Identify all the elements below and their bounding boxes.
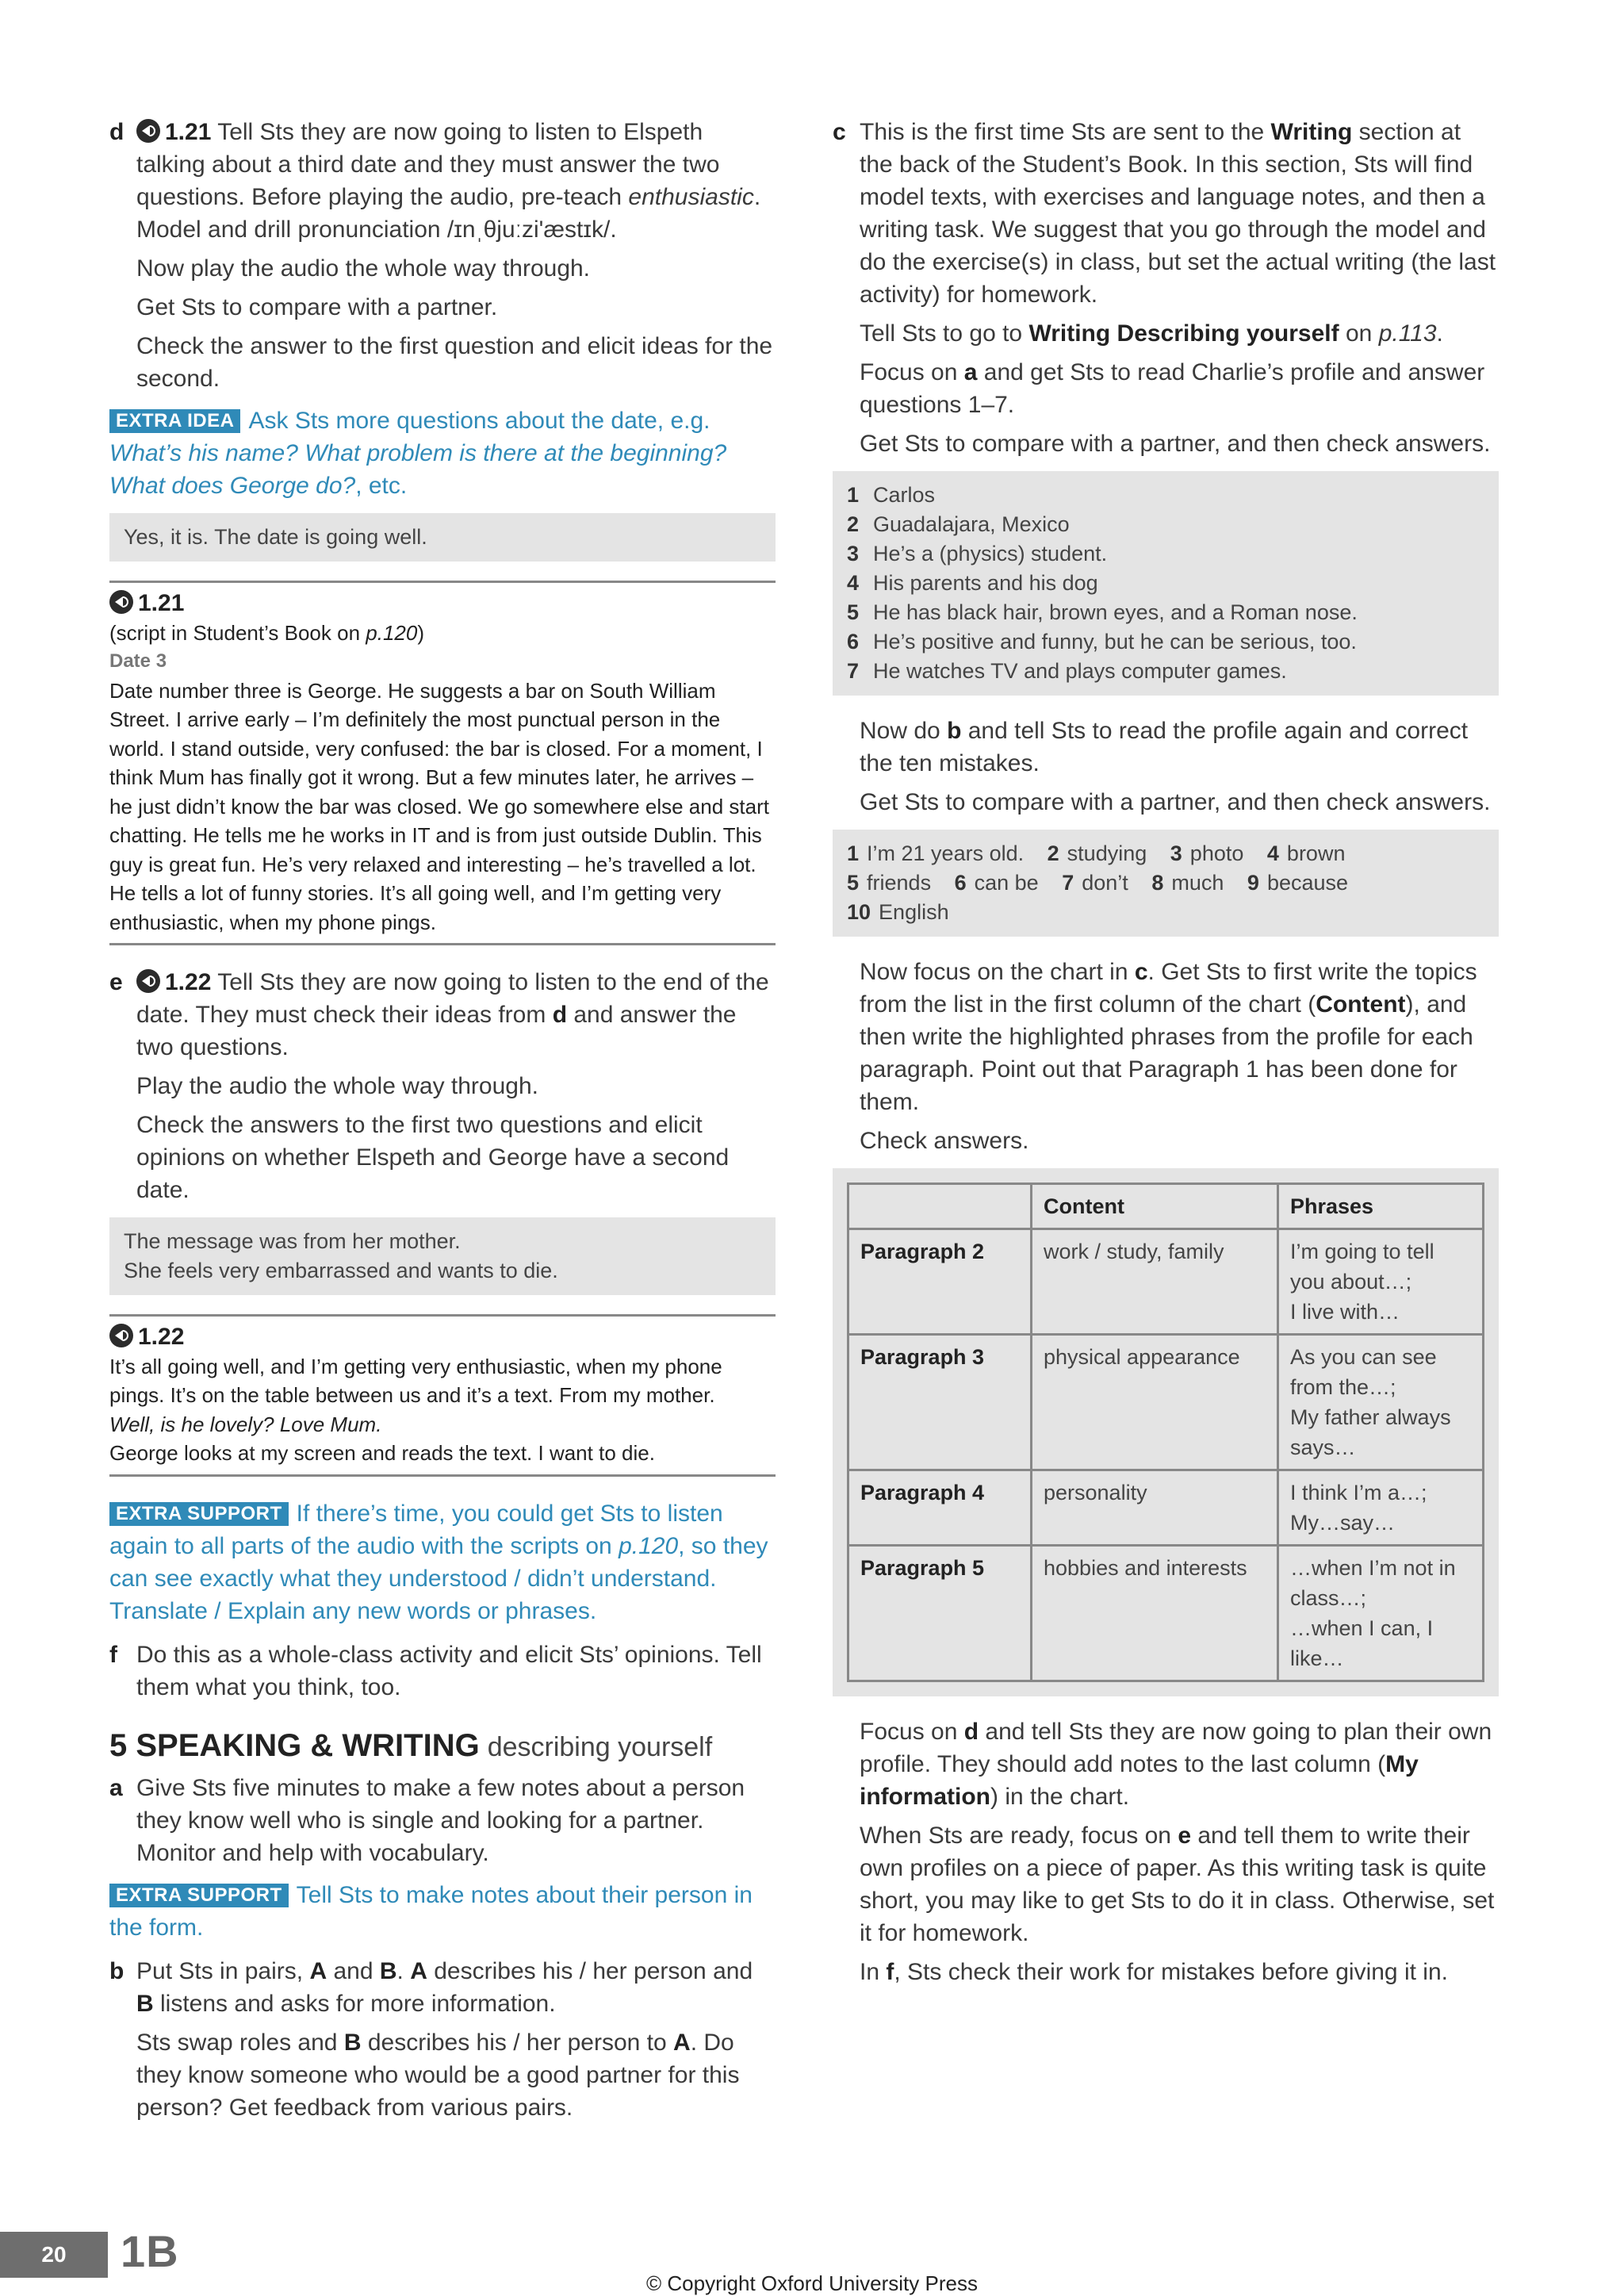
step-text: Give Sts five minutes to make a few notes about a person they know well who is single and looking for a partner. Monitor and help with vocabulary. [136,1774,745,1866]
instruction-paragraph [833,356,1499,421]
list-item [847,569,1484,598]
step-text-bold: d [552,1002,568,1028]
step-text: ), and then write the highlighted phrases from the profile for each paragraph. Point out that Paragraph 1 has been done for them. [860,991,1473,1115]
answer-box-a [833,471,1499,696]
step-text: and answer the two questions. [136,1002,737,1060]
answer-text: Guadalajara, Mexico [873,512,1070,536]
script-title: 1.21 [138,590,185,616]
audio-icon [136,969,160,993]
table-cell-content: work / study, family [1032,1229,1278,1335]
step-text-bold: Writing [1270,119,1353,145]
answer-text: don’t [1082,871,1128,895]
answer-text: friends [867,871,932,895]
step-text: and tell Sts to read the profile again and correct the ten mistakes. [860,718,1469,776]
table-row-header: Paragraph 5 [848,1546,1032,1681]
script-body-italic: Well, is he lovely? Love Mum. [109,1412,382,1436]
instruction-paragraph [833,1819,1499,1949]
step-text: . Model and drill pronunciation /ɪnˌθjuːzi'æstɪk/. [136,184,761,243]
answer-number: 3 [847,542,860,565]
step-e [109,966,776,1064]
table-cell-content: hobbies and interests [1032,1546,1278,1681]
step-text: When Sts are ready, focus on [860,1823,1171,1849]
answer-number: 2 [847,512,860,536]
answer-number: 9 [1247,871,1259,895]
answer-chart-box [833,1168,1499,1696]
tip-text: Ask Sts more questions about the date, e.g. [248,408,710,434]
table-header-cell [848,1184,1032,1229]
answer-number: 1 [847,841,860,865]
extra-support-tip [109,1497,776,1627]
table-cell-phrases [1278,1335,1484,1470]
step-text: Sts swap roles and [136,2029,338,2056]
answer-number: 7 [1062,871,1074,895]
table-header-cell: Content [1032,1184,1278,1229]
instruction-paragraph [833,956,1499,1118]
extra-support-badge: EXTRA SUPPORT [109,1502,289,1526]
answer-number: 10 [847,900,871,924]
step-text: Now focus on the chart in [860,959,1128,985]
answer-box-e [109,1217,776,1295]
answer-number: 5 [847,600,860,624]
table-cell-phrases [1278,1546,1484,1681]
table-row-header: Paragraph 2 [848,1229,1032,1335]
step-text: and tell them to write their own profiles on a piece of paper. As this writing task is quite short, you may like to get Sts to do it in class. Otherwise, set it for homework. [860,1823,1495,1946]
answer-text: English [879,900,949,924]
answer-text: brown [1286,841,1346,865]
audio-script-1-22 [109,1314,776,1477]
table-row-header: Paragraph 4 [848,1470,1032,1546]
list-item [847,510,1484,539]
answer-text: photo [1189,841,1244,865]
tip-text: Tell Sts to make notes about their person in the form. [109,1881,753,1941]
copyright-notice: © Copyright Oxford University Press [646,2271,978,2295]
table-row-header: Paragraph 3 [848,1335,1032,1470]
step-f [109,1639,776,1704]
script-reference-text: (script in Student’s Book on [109,620,361,645]
list-item [1267,841,1346,865]
step-text-bold: a [963,359,978,385]
step-text: . Do they know someone who would be a good partner for this person? Get feedback from various pairs. [136,2029,740,2121]
step-text: Tell Sts they are now going to listen to the end of the date. They must check their ideas from [136,969,769,1028]
step-b [109,1955,776,2020]
answer-number: 6 [954,871,967,895]
answer-line: The message was from her mother. [124,1229,461,1253]
step-text-bold: B [379,1957,397,1984]
answer-text: can be [974,871,1039,895]
table-row [848,1470,1484,1546]
table-row [848,1335,1484,1470]
answer-number: 8 [1151,871,1164,895]
step-text-bold: b [947,718,962,744]
script-reference-text: ) [417,620,425,645]
script-body: Date number three is George. He suggests a bar on South William Street. I arrive early – I’m definitely the most punctual person in the world. I stand outside, very confused: the bar is closed. For a moment, I think Mum has finally got it wrong. But a few minutes later, he arrives – he just didn’t know the bar was closed. We go somewhere else and start chatting. He tells me he works in IT and is from just outside Dublin. This guy is great fun. He’s very relaxed and interesting – he’s travelled a lot. He tells a lot of funny stories. It’s all going well, and I’m getting very enthusiastic, when my phone pings. [109,678,769,934]
step-text: describes his / her person and [434,1957,753,1984]
step-text: describes his / her person to [367,2029,667,2056]
step-text: , Sts check their work for mistakes before giving it in. [894,1959,1448,1985]
step-letter: d [109,119,124,145]
answer-text: He’s positive and funny, but he can be serious, too. [873,630,1357,654]
answer-text: His parents and his dog [873,571,1098,595]
table-header-cell: Phrases [1278,1184,1484,1229]
phrase: My father always says… [1290,1405,1451,1459]
table-row [848,1546,1484,1681]
list-item [1170,841,1244,865]
answer-number: 3 [1170,841,1182,865]
page-reference: p.113 [1378,320,1437,347]
answer-number: 2 [1047,841,1059,865]
section-heading [109,1727,776,1765]
audio-track-number: 1.21 [165,119,212,145]
list-item [1062,871,1128,895]
answer-text: I’m 21 years old. [867,841,1025,865]
step-text: . Get Sts to first write the topics from the list in the first column of the chart ( [860,959,1477,1018]
table-row [848,1229,1484,1335]
step-text-bold: Content [1316,991,1406,1018]
answer-number: 5 [847,871,860,895]
instruction-paragraph: Check the answer to the first question and elicit ideas for the second. [136,333,773,392]
step-text-bold: Writing Describing yourself [1028,320,1339,347]
step-c [833,116,1499,311]
instruction-paragraph [833,1956,1499,1988]
phrase: My…say… [1290,1511,1396,1535]
step-text: Do this as a whole-class activity and elicit Sts’ opinions. Tell them what you think, too. [136,1641,762,1700]
phrase: I think I’m a…; [1290,1481,1427,1504]
step-d [109,116,776,246]
step-text-bold: d [963,1719,979,1745]
instruction-paragraph: Get Sts to compare with a partner. [136,294,498,320]
list-item [1151,871,1224,895]
content-phrases-table [847,1182,1484,1682]
step-letter: e [109,969,123,995]
step-text: Now do [860,718,940,744]
answer-text: Carlos [873,483,936,507]
step-letter: f [109,1641,117,1668]
list-item [847,657,1484,686]
extra-idea-badge: EXTRA IDEA [109,409,240,433]
audio-icon [136,119,160,143]
answer-line: She feels very embarrassed and wants to die. [124,1259,558,1282]
audio-script-1-21 [109,581,776,945]
table-header-row [848,1184,1484,1229]
step-text: Focus on [860,359,958,385]
instruction-paragraph: Play the audio the whole way through. [136,1073,538,1099]
step-text-bold: e [1178,1823,1192,1849]
list-item [847,539,1484,569]
phrase: As you can see from the…; [1290,1345,1437,1399]
list-item [847,598,1484,627]
answer-text: much [1171,871,1224,895]
list-item [847,871,931,895]
step-text: In [860,1959,880,1985]
instruction-paragraph [833,317,1499,350]
answer-box-d: Yes, it is. The date is going well. [109,513,776,562]
step-text: This is the first time Sts are sent to the [860,119,1265,145]
instruction-paragraph: Now play the audio the whole way through. [136,255,591,282]
answer-number: 1 [847,483,860,507]
step-letter: b [109,1957,124,1984]
left-column [109,116,776,2130]
step-text: Focus on [860,1719,958,1745]
step-letter: a [109,1774,123,1801]
table-cell-phrases [1278,1470,1484,1546]
instruction-paragraph: Check the answers to the first two questions and elicit opinions on whether Elspeth and George have a second date. [136,1112,730,1203]
table-cell-phrases [1278,1229,1484,1335]
page-number: 20 [0,2232,108,2278]
audio-icon [109,590,133,614]
step-a [109,1772,776,1869]
answer-text: He watches TV and plays computer games. [873,659,1287,683]
step-letter: c [833,119,846,145]
extra-support-badge: EXTRA SUPPORT [109,1884,289,1907]
instruction-paragraph [833,1715,1499,1813]
script-date-label: Date 3 [109,650,167,672]
script-body: It’s all going well, and I’m getting very enthusiastic, when my phone pings. It’s on the table between us and it’s a text. From my mother. [109,1354,722,1407]
tip-text-emphasis: What’s his name? What problem is there at the beginning? What does George do? [109,440,727,499]
step-text-bold: A [673,2029,691,2056]
list-item [955,871,1039,895]
answer-box-b [833,830,1499,937]
step-text: Tell Sts they are now going to listen to Elspeth talking about a third date and they must answer the two questions. Before playing the audio, pre-teach [136,119,720,210]
step-text: and [333,1957,373,1984]
list-item [1247,871,1348,895]
answer-text: He has black hair, brown eyes, and a Roman nose. [873,600,1358,624]
tip-text: , etc. [355,473,408,499]
instruction-paragraph: Check answers. [860,1128,1029,1154]
answer-number: 4 [1266,841,1279,865]
instruction-paragraph: Get Sts to compare with a partner, and then check answers. [860,431,1491,457]
step-text: section at the back of the Student’s Book. In this section, Sts will find model texts, with exercises and language notes, and then a writing task. We suggest that you go through the model and do the exercise(s) in class, but set the actual writing (the last activity) for homework. [860,119,1496,308]
step-text: listens and asks for more information. [160,1990,556,2017]
phrase: I live with… [1290,1300,1400,1324]
list-item [847,841,1024,865]
step-text: ) in the chart. [990,1784,1130,1810]
step-text-bold: f [886,1959,894,1985]
phrase: I’m going to tell you about…; [1290,1240,1434,1294]
script-body: George looks at my screen and reads the text. I want to die. [109,1441,655,1465]
section-title: 5 SPEAKING & WRITING [109,1727,480,1763]
extra-idea-tip [109,404,776,502]
tip-text: , so they can see exactly what they understood / didn’t understand. Translate / Explain any new words or phrases. [109,1532,768,1624]
list-item [847,627,1484,657]
unit-label: 1B [121,2226,179,2276]
step-text: . [1436,320,1443,347]
step-text: on [1345,320,1373,347]
step-text: and get Sts to read Charlie’s profile and answer questions 1–7. [860,359,1485,418]
instruction-paragraph: Get Sts to compare with a partner, and then check answers. [860,789,1491,815]
step-text-bold: c [1134,959,1148,985]
answer-number: 7 [847,659,860,683]
list-item [847,900,949,924]
step-text: Put Sts in pairs, [136,1957,304,1984]
list-item [847,481,1484,510]
section-subtitle: describing yourself [487,1731,713,1762]
script-reference-page: p.120 [366,620,418,645]
step-text: Tell Sts to go to [860,320,1023,347]
step-text: . [396,1957,404,1984]
phrase: …when I’m not in class…; [1290,1556,1456,1610]
audio-icon [109,1324,133,1347]
phrase: …when I can, I like… [1290,1616,1434,1670]
tip-text-emphasis: p.120 [619,1532,679,1559]
step-text-bold: B [136,1990,154,2017]
script-reference [109,619,776,648]
answer-number: 6 [847,630,860,654]
step-text-bold: A [309,1957,327,1984]
answer-number: 4 [847,571,860,595]
answer-text: studying [1067,841,1147,865]
audio-track-number: 1.22 [165,969,212,995]
list-item [1048,841,1147,865]
step-text-emphasis: enthusiastic [628,184,754,210]
extra-support-tip [109,1879,776,1944]
step-text: and tell Sts they are now going to plan their own profile. They should add notes to the last column ( [860,1719,1492,1777]
step-text-bold: B [343,2029,362,2056]
instruction-paragraph [833,715,1499,780]
table-cell-content: personality [1032,1470,1278,1546]
step-text-bold: My information [860,1751,1419,1810]
instruction-paragraph [109,2026,776,2124]
script-title: 1.22 [138,1324,185,1350]
answer-text: because [1266,871,1349,895]
answer-text: He’s a (physics) student. [873,542,1108,565]
step-text-bold: A [410,1957,427,1984]
right-column [833,116,1499,1995]
tip-text: If there’s time, you could get Sts to listen again to all parts of the audio with the scripts on [109,1500,723,1559]
table-cell-content: physical appearance [1032,1335,1278,1470]
